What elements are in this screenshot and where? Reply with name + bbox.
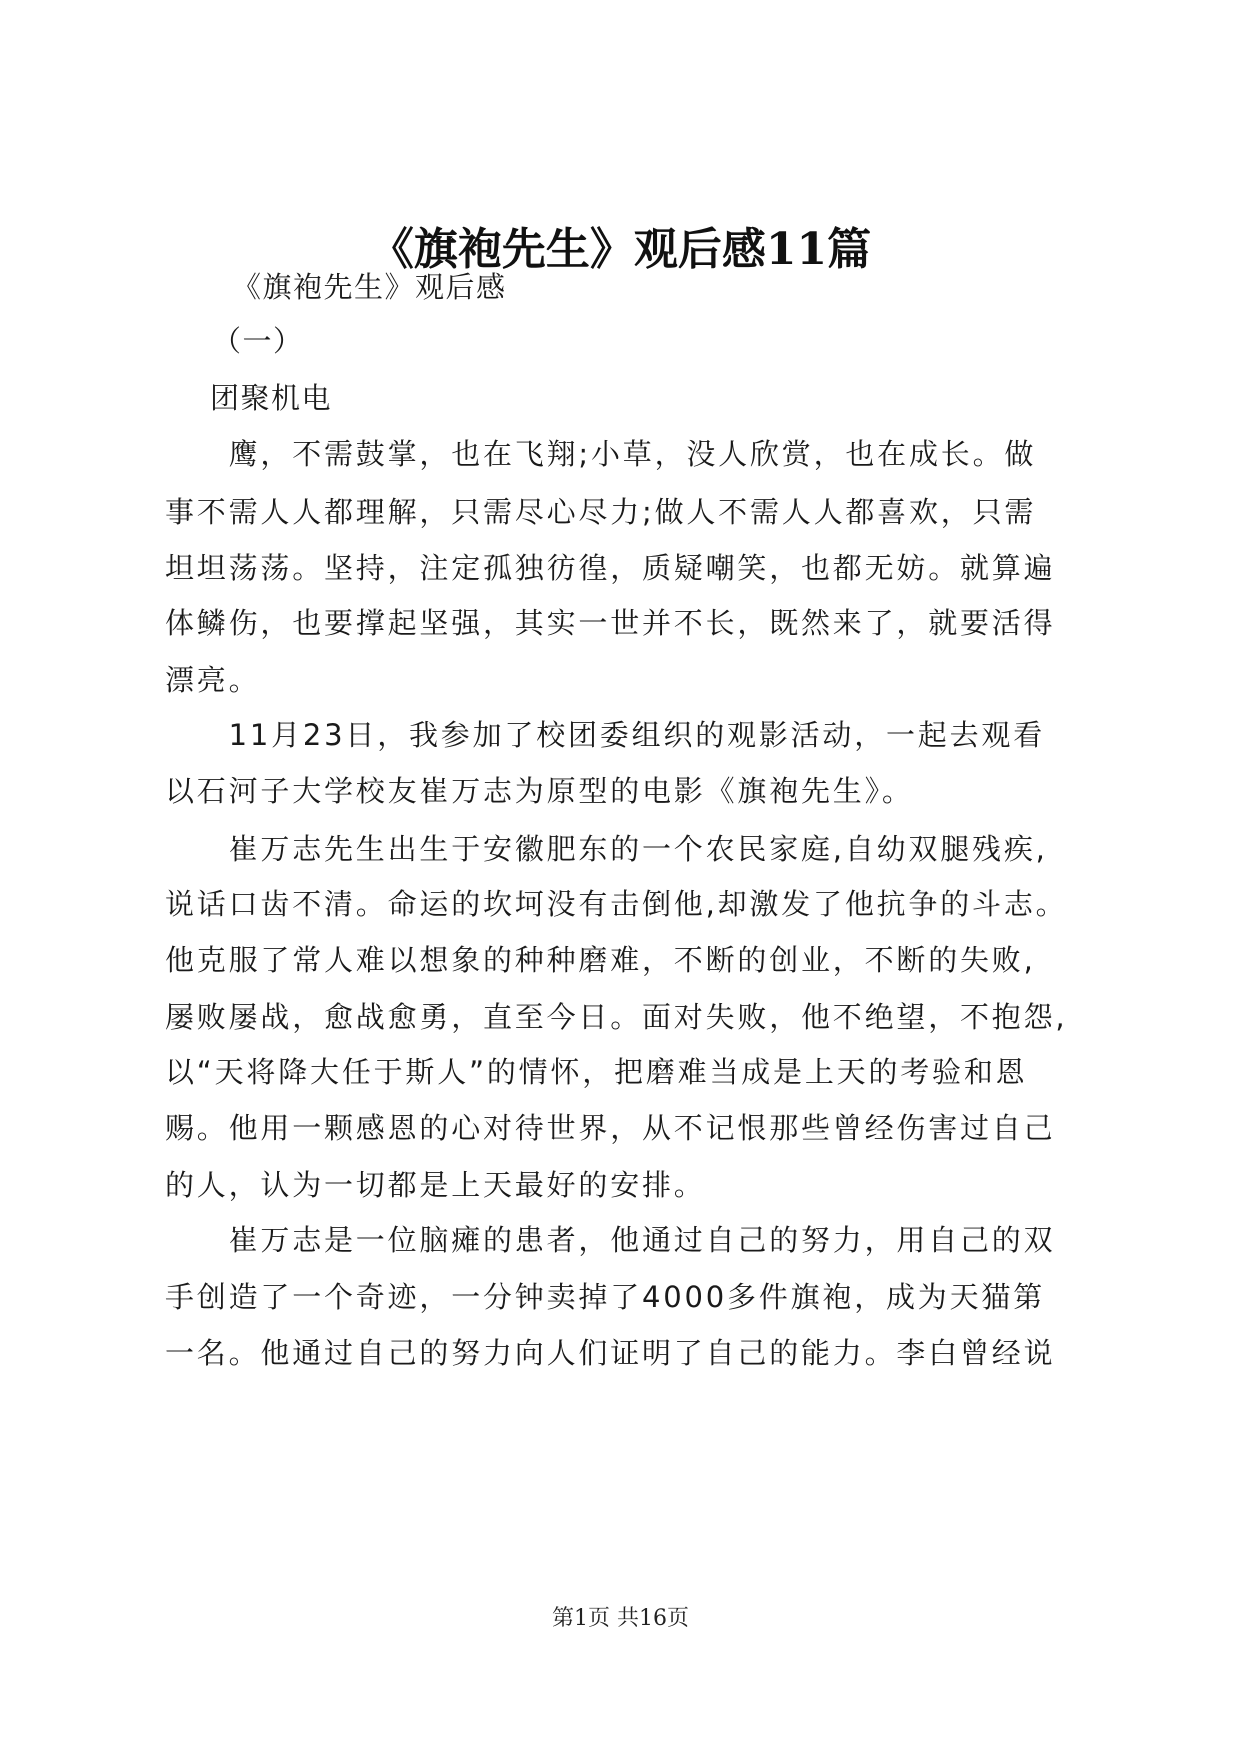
section-number: （一）: [212, 324, 304, 358]
body-line: 崔万志是一位脑瘫的患者，他通过自己的努力，用自己的双: [165, 1223, 1056, 1257]
body-line: 漂亮。: [165, 663, 261, 697]
body-line: 鹰，不需鼓掌，也在飞翔;小草，没人欣赏，也在成长。做: [165, 437, 1037, 471]
body-line: 以“天将降大任于斯人”的情怀，把磨难当成是上天的考验和恩: [165, 1055, 1028, 1089]
body-line: 崔万志先生出生于安徽肥东的一个农民家庭,自幼双腿残疾,: [165, 832, 1048, 866]
body-line: 体鳞伤，也要撑起坚强，其实一世并不长，既然来了，就要活得: [165, 606, 1056, 640]
body-line: 说话口齿不清。命运的坎坷没有击倒他,却激发了他抗争的斗志。: [165, 887, 1068, 921]
body-line: 一名。他通过自己的努力向人们证明了自己的能力。李白曾经说: [165, 1336, 1056, 1370]
document-title: 《旗袍先生》观后感11篇: [369, 224, 872, 275]
body-line: 手创造了一个奇迹，一分钟卖掉了4000多件旗袍，成为天猫第: [165, 1280, 1046, 1314]
body-line: 坦坦荡荡。坚持，注定孤独彷徨，质疑嘲笑，也都无妨。就算遍: [165, 551, 1056, 585]
subtitle: 《旗袍先生》观后感: [232, 270, 507, 304]
author-line: 团聚机电: [210, 381, 333, 415]
body-line: 事不需人人都理解，只需尽心尽力;做人不需人人都喜欢，只需: [165, 495, 1037, 529]
body-line: 赐。他用一颗感恩的心对待世界，从不记恨那些曾经伤害过自己: [165, 1111, 1056, 1145]
body-line: 11月23日，我参加了校团委组织的观影活动，一起去观看: [165, 718, 1046, 752]
page-footer: 第1页 共16页: [552, 1606, 689, 1631]
body-line: 以石河子大学校友崔万志为原型的电影《旗袍先生》。: [165, 774, 914, 808]
body-line: 的人，认为一切都是上天最好的安排。: [165, 1168, 706, 1202]
body-line: 他克服了常人难以想象的种种磨难，不断的创业，不断的失败,: [165, 943, 1036, 977]
body-line: 屡败屡战，愈战愈勇，直至今日。面对失败，他不绝望，不抱怨,: [165, 1000, 1068, 1034]
